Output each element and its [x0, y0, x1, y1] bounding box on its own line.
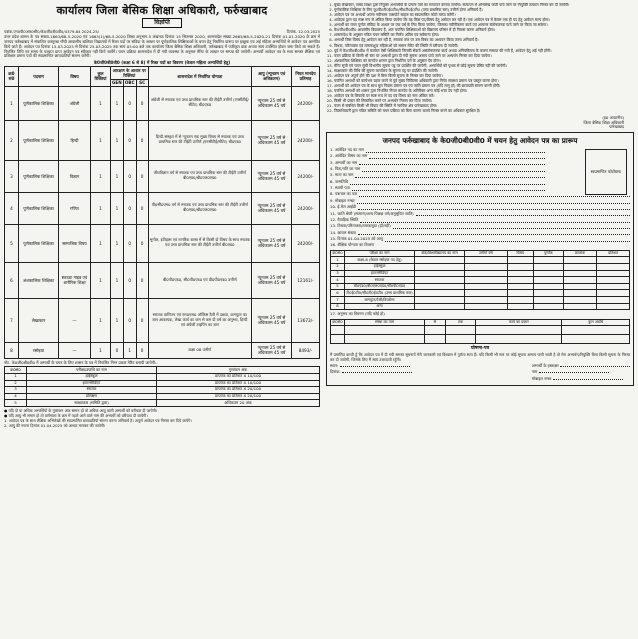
cell-post: पूर्णकालिक शिक्षिका	[19, 86, 59, 120]
photo-label: स्वप्रमाणित फोटोग्राफ	[590, 168, 622, 174]
education-table	[330, 250, 630, 311]
cell-qualification: अंग्रेजी से स्नातक एवं उच्च प्राथमिक स्तर की टीईटी उत्तीर्ण (एनसीटीई/सीटेट) बी0एड0	[148, 86, 251, 120]
cell-obc: 0	[123, 160, 136, 192]
cell-sno: 7	[5, 298, 19, 342]
merit-caption: नोट- के0जी0बी0वी0 में अभ्यर्थी के चयन के लिए शासन के पत्र में निर्धारित निम्न प्रकार मेरिट बनायी जायेगी:-	[4, 359, 158, 365]
rule-item: 12. अंशकालिक शिक्षिका का मानदेय शासन द्वारा निर्धारित दरों के अनुसार देय होगा।	[334, 59, 634, 64]
form-field[interactable]: 5. माता का नाम	[330, 173, 545, 178]
cell-obc: 0	[123, 192, 136, 224]
col-obc: OBC	[124, 80, 135, 86]
form-field[interactable]: 9. मोबाइल नम्बर	[330, 199, 630, 204]
cell-total: 1	[91, 262, 111, 298]
exp-col-nature: कार्य का प्रकार	[476, 319, 562, 326]
cell-subject: —	[59, 298, 91, 342]
merit-col-sno: क्र0सं0	[5, 367, 27, 374]
cell-sc: 0	[136, 262, 148, 298]
rule-item: 4. आवेदक द्वारा यह स्पष्ट रूप से अंकित किया जायेगा कि वह किस पद/विषय हेतु आवेदन कर रही है। एक आवेदन पत्र में केवल एक ही पद हेतु आवेदन मान्य होगा।	[334, 18, 634, 23]
place-date-block	[330, 364, 412, 383]
rule-item: 6. के0जी0बी0वी0 आवासीय विद्यालय हैं, अतः चयनित शिक्षिकाओं को विद्यालय परिसर में ही निवास करना अनिवार्य होगा।	[334, 28, 634, 33]
merit-cell-weight: प्राप्तांक का प्रतिशत X 10/100	[157, 373, 320, 380]
cell-age: न्यूनतम 25 वर्ष से अधिकतम 45 वर्ष	[252, 262, 292, 298]
merit-cell-exam: स्नातक	[27, 387, 157, 394]
cell-post: पूर्णकालिक शिक्षिका	[19, 160, 59, 192]
cell-obc: 0	[123, 86, 136, 120]
rule-item: 7. शासनादेश के अनुसार गठित चयन समिति का निर्णय अंतिम एवं सर्वमान्य होगा।	[334, 33, 634, 38]
cell-post: रसोइया	[19, 342, 59, 358]
cell-total: 1	[91, 342, 111, 358]
note-item: 1. आवेदन पत्र के साथ शैक्षिक अभिलेखों की स्वप्रमाणित छायाप्रतियाँ संलग्न करना अनिवार्य है। अपूर्ण आवेदन पत्र निरस्त कर दिये जायेंगे।	[4, 418, 192, 424]
cell-gen: 1	[111, 120, 124, 160]
cell-total: 1	[91, 120, 111, 160]
rule-item: 3. आवेदन पत्र पर अभ्यर्थी अपना नवीनतम पासपोर्ट साइज का स्वप्रमाणित फोटो चस्पा करेंगी।	[334, 13, 634, 18]
form-field[interactable]: 12. वैवाहिक स्थिति	[330, 218, 630, 223]
edu-col-board: बोर्ड/विश्वविद्यालय का नाम	[415, 250, 465, 257]
merit-row	[5, 400, 320, 407]
place-field[interactable]: स्थान:	[330, 364, 412, 369]
note-item: ● यदि दो या अधिक अभ्यर्थियों के गुणांकन अंक समान हों तो अधिक आयु वाली अभ्यर्थी को वरीयता दी जायेगी।	[4, 407, 158, 413]
cell-age: न्यूनतम 25 वर्ष से अधिकतम 45 वर्ष	[252, 120, 292, 160]
education-row: 5 बी0एड0/बी0एल0एड0/बी0पी0एड0	[331, 283, 630, 290]
intro-paragraph: उत्तर प्रदेश शासन के पत्र संख्या-1663/68-5-2020 एवं 1663(1)/68-5-2020 शिक्षा अनुभाग-5 लखनऊ दिनांक 15 सितम्बर 2020, शासनादेश संख्या-2665/68-5-2020-21 दिनांक 01.01.2020 के क्रम में जनपद फर्रुखाबाद में संचालित कस्तूरबा गाँधी आवासीय बालिका विद्यालयों में रिक्त पदों पर संविदा के आधार पर पूर्णकालिक शिक्षिकाओं के चयन हेतु निर्धारित प्रारूप पर इच्छुक एवं अर्ह महिला अभ्यर्थियों से आवेदन पत्र आमंत्रित किये जाते हैं। आवेदन पत्र दिनांक 15.03.2025 से दिनांक 25.03.2025 तक सायं 05:00 बजे तक कार्यालय जिला बेसिक शिक्षा अधिकारी, फर्रुखाबाद में पंजीकृत डाक अथवा स्वयं उपस्थित होकर जमा किये जा सकते हैं। निर्धारित तिथि एवं समय के पश्चात प्राप्त आवेदन पत्र स्वीकार नहीं किये जायेंगे। चयन प्रक्रिया शासनादेश में दी गयी व्यवस्था के अनुसार मेरिट के आधार पर सम्पन्न की जायेगी। अभ्यर्थी आवेदन पत्र के साथ समस्त शैक्षिक एवं प्रशिक्षण प्रमाण पत्रों की स्वप्रमाणित छायाप्रतियाँ संलग्न करेंगी।	[4, 34, 320, 59]
cell-honorarium: 13673/-	[292, 298, 320, 342]
office-title: कार्यालय जिला बेसिक शिक्षा अधिकारी, फर्रुखाबाद	[56, 4, 268, 17]
cell-honorarium: 24200/-	[292, 86, 320, 120]
cell-qualification: हिन्दी-संस्कृत में से न्यूनतम एक मुख्य विषय से स्नातक एवं उच्च प्राथमिक स्तर की टीईटी उत्तीर्ण (एनसीटीई/सीटेट) बी0एड0	[148, 120, 251, 160]
exp-col-from: से	[425, 319, 446, 326]
cell-sno: 6	[5, 262, 19, 298]
merit-cell-exam: हाईस्कूल	[27, 373, 157, 380]
cell-gen: 1	[111, 160, 124, 192]
col-honorarium: नियत मानदेय प्रतिमाह	[292, 67, 320, 86]
cell-qualification: कक्षा 08 उत्तीर्ण	[148, 342, 251, 358]
form-field[interactable]: 6. जन्मतिथि	[330, 180, 545, 185]
vacancy-row	[5, 224, 320, 262]
edu-col-total: पूर्णांक	[533, 250, 563, 257]
notice-column	[4, 3, 320, 636]
cell-sc: 0	[136, 160, 148, 192]
cell-sno: 2	[5, 120, 19, 160]
cell-subject: हिन्दी	[59, 120, 91, 160]
cell-qualification: जीवविज्ञान वर्ग से स्नातक एवं उच्च प्राथमिक स्तर की टीईटी उत्तीर्ण बी0एड0/बी0एल0एड0	[148, 160, 251, 192]
officer-designation: जिला बेसिक शिक्षा अधिकारी	[583, 119, 624, 125]
education-row: 8 अन्य	[331, 303, 630, 310]
merit-cell-weight: अधिकतम 20 अंक	[157, 400, 320, 407]
cell-sno: 3	[5, 160, 19, 192]
education-row: 1 कक्षा-8 (केवल रसोइया पद हेतु)	[331, 257, 630, 264]
declaration-title: घोषणा-पत्र	[470, 346, 490, 352]
rule-item: 2. पूर्णकालिक शिक्षिका के लिए यू0पी0टी0ई0टी0/सी0टी0ई0टी0 (उच्च प्राथमिक स्तर) उत्तीर्ण होना अनिवार्य है।	[334, 8, 634, 13]
date-field[interactable]: दिनांक:	[330, 370, 412, 375]
cell-qualification: भूगोल, इतिहास एवं नागरिक शास्त्र में से किसी दो विषय के साथ स्नातक एवं उच्च प्राथमिक स्तर की टीईटी उत्तीर्ण बी0एड0	[148, 224, 251, 262]
cell-sc: 0	[136, 120, 148, 160]
cell-sno: 1	[5, 86, 19, 120]
col-qualification: शासनादेश में निर्धारित योग्यता	[148, 67, 251, 86]
officer-signature-block	[326, 116, 624, 130]
cell-gen: 1	[111, 86, 124, 120]
vacancy-row	[5, 86, 320, 120]
experience-row	[331, 335, 630, 344]
rule-item: 5. अभ्यर्थी का चयन पूर्णतः संविदा के आधार पर एक वर्ष के लिए किया जायेगा, जिसका नवीनीकरण कार्य एवं आचरण संतोषजनक पाये जाने पर किया जा सकेगा।	[334, 23, 634, 28]
vacancy-row	[5, 262, 320, 298]
cell-post: पूर्णकालिक शिक्षिका	[19, 120, 59, 160]
candidate-signature-field[interactable]: अभ्यर्थी के हस्ताक्षर	[532, 364, 630, 369]
experience-table	[330, 319, 630, 345]
application-form	[326, 132, 634, 386]
cell-honorarium: 24200/-	[292, 224, 320, 262]
edu-col-sno: क्र0सं0	[332, 250, 343, 256]
form-field[interactable]: 14. आधार संख्या	[330, 231, 630, 236]
col-sc: SC	[136, 79, 148, 86]
col-total: कुल रिक्तियां	[91, 67, 111, 86]
form-title: जनपद फर्रुखाबाद के के0जी0बी0वी0 में चयन हेतु आवेदन पत्र का प्रारूप	[382, 136, 578, 146]
cell-gen: 1	[111, 298, 124, 342]
notes-block	[4, 409, 320, 429]
edu-col-obtained: प्राप्तांक	[563, 250, 597, 257]
edu-col-percent: प्रतिशत	[597, 250, 630, 257]
notice-label: विज्ञप्ति	[142, 18, 182, 27]
rules-and-form-column	[326, 3, 634, 636]
exp-col-to: तक	[445, 319, 475, 326]
merit-cell-sno: 2	[5, 380, 27, 387]
merit-cell-weight: प्राप्तांक का प्रतिशत X 20/100	[157, 387, 320, 394]
cell-subject: स्काउट गाइड एवं शारीरिक शिक्षा	[59, 262, 91, 298]
education-row: 6 टी0ई0टी0/सी0टी0ई0टी0 (उच्च प्राथमिक स्तर)	[331, 290, 630, 297]
rule-item: 19. आवेदन पत्र के लिफाफे पर स्पष्ट रूप से पद एवं विषय का नाम अंकित करें।	[334, 94, 634, 99]
col-reservation: आरक्षण के आधार पर रिक्तियां	[111, 67, 149, 79]
exp-col-institution: संस्था का नाम	[345, 319, 425, 326]
cell-qualification: स्नातक वाणिज्य एवं एम0एस0 ऑफिस टैली में दक्षता, कम्प्यूटर का ज्ञान आवश्यक, लेखा कार्य का कम से कम दो वर्ष का अनुभव, हिन्दी एवं अंग्रेजी टाइपिंग का ज्ञान	[148, 298, 251, 342]
form-field[interactable]: 15. दिनांक 01.04.2025 को आयु	[330, 237, 630, 242]
cell-sno: 4	[5, 192, 19, 224]
cell-age: न्यूनतम 25 वर्ष से अधिकतम 45 वर्ष	[252, 160, 292, 192]
cell-obc: 0	[123, 224, 136, 262]
form-field[interactable]: 11. जाति श्रेणी (सामान्य/अन्य पिछड़ा वर्ग/अनुसूचित जाति)	[330, 212, 630, 217]
merit-cell-exam: प्रशिक्षण	[27, 393, 157, 400]
education-row: 3 इण्टरमीडिएट	[331, 270, 630, 277]
merit-cell-sno: 4	[5, 393, 27, 400]
cell-total: 1	[91, 86, 111, 120]
form-field[interactable]: 3. अभ्यर्थी का नाम	[330, 161, 545, 166]
cell-honorarium: 24200/-	[292, 120, 320, 160]
col-sno: क्र0 सं0	[5, 67, 19, 86]
merit-cell-weight: प्राप्तांक का प्रतिशत X 20/100	[157, 393, 320, 400]
education-header-row	[331, 250, 630, 257]
rule-item: 21. चयन से संबंधित किसी भी विवाद की स्थिति में न्यायिक क्षेत्र फर्रुखाबाद होगा।	[334, 104, 634, 109]
cell-post: अंशकालिक शिक्षिका	[19, 262, 59, 298]
vacancy-row	[5, 160, 320, 192]
experience-row	[331, 326, 630, 335]
note-item: 2. आयु की गणना दिनांक 01.04.2025 को आधार मानकर की जायेगी।	[4, 423, 106, 429]
cell-subject: —	[59, 342, 91, 358]
declaration-text: मैं प्रमाणित करती हूँ कि आवेदन पत्र में दी गयी समस्त सूचनायें मेरी जानकारी एवं विश्वास में पूर्णतः सत्य हैं। यदि किसी भी स्तर पर कोई सूचना असत्य पायी जाती है तो मेरा अभ्यर्थन/नियुक्ति बिना किसी सूचना के निरस्त कर दी जायेगी, जिसके लिए मैं स्वयं उत्तरदायी रहूँगी।	[330, 351, 630, 362]
form-field[interactable]: 8. पत्राचार का पता	[330, 192, 630, 197]
education-row: 4 स्नातक	[331, 277, 630, 284]
cell-obc: 0	[123, 120, 136, 160]
cell-age: न्यूनतम 25 वर्ष से अधिकतम 45 वर्ष	[252, 86, 292, 120]
cell-sc: 0	[136, 86, 148, 120]
cell-total: 1	[91, 192, 111, 224]
cell-total: 1	[91, 298, 111, 342]
vacancy-row	[5, 192, 320, 224]
notice-date: दिनांक- 12.03.2025	[286, 28, 320, 34]
merit-table	[4, 366, 320, 406]
cell-gen: 1	[111, 224, 124, 262]
rule-item: 17. अभ्यर्थी को आवेदन पत्र के साथ मूल निवास प्रमाण पत्र एवं जाति प्रमाण पत्र (यदि लागू हो) की छायाप्रति संलग्न करनी होगी।	[334, 84, 634, 89]
cell-sno: 8	[5, 342, 19, 358]
cell-age: न्यूनतम 25 वर्ष से अधिकतम 45 वर्ष	[252, 342, 292, 358]
education-row: 7 कम्प्यूटर/टैली/डिप्लोमा	[331, 297, 630, 304]
merit-cell-exam: इण्टरमीडिएट	[27, 380, 157, 387]
cell-obc: 0	[123, 298, 136, 342]
form-field[interactable]: 10. ई-मेल आईडी	[330, 205, 630, 210]
merit-cell-weight: प्राप्तांक का प्रतिशत X 10/100	[157, 380, 320, 387]
cell-sno: 5	[5, 224, 19, 262]
form-field[interactable]: 2. आवेदित विषय का नाम	[330, 154, 545, 159]
cell-obc: 0	[123, 262, 136, 298]
merit-cell-sno: 1	[5, 373, 27, 380]
experience-label: 17. अनुभव का विवरण (यदि कोई हो)	[330, 311, 385, 317]
cell-subject: गणित	[59, 192, 91, 224]
cell-honorarium: 24200/-	[292, 160, 320, 192]
col-subject: विषय	[59, 67, 91, 86]
cell-gen: 1	[111, 192, 124, 224]
merit-col-exam: परीक्षा/उपाधि का नाम	[27, 367, 157, 374]
cell-obc: 1	[123, 342, 136, 358]
form-field: 16. शैक्षिक योग्यता का विवरण	[330, 242, 375, 248]
cell-honorarium: 24200/-	[292, 192, 320, 224]
cell-age: न्यूनतम 25 वर्ष से अधिकतम 45 वर्ष	[252, 298, 292, 342]
edu-col-year: उत्तीर्ण वर्ष	[465, 250, 508, 257]
experience-header-row	[331, 319, 630, 326]
rule-item: 20. किसी भी प्रकार की सिफारिश करने पर अभ्यर्थन निरस्त कर दिया जायेगा।	[334, 99, 634, 104]
candidate-name-field[interactable]: नाम	[532, 370, 630, 375]
rule-item: 1. मुख्य लेखाकार, समग्र शिक्षा द्वारा नियुक्त अभ्यर्थियों के प्रमाण पत्रों का सत्यापन कराया जायेगा। सत्यापन में अभिलेख फर्जी पाये जाने पर नियुक्ति तत्काल निरस्त कर दी जायेगी।	[334, 3, 634, 8]
vacancy-row	[5, 342, 320, 358]
photo-box	[585, 149, 627, 195]
form-field[interactable]: 4. पिता/पति का नाम	[330, 167, 545, 172]
cell-age: न्यूनतम 25 वर्ष से अधिकतम 45 वर्ष	[252, 192, 292, 224]
form-field[interactable]: 1. आवेदित पद का नाम	[330, 148, 545, 153]
reference-number: पत्रांक-एन0पी0आर0सी0/के0जी0बी0वी0/4379-84 2024-25/	[4, 28, 99, 34]
signature-row	[330, 364, 630, 383]
vacancy-header-row	[5, 67, 320, 79]
edu-col-exam: परीक्षा का नाम	[345, 250, 415, 257]
merit-cell-sno: 3	[5, 387, 27, 394]
cell-subject: अंग्रेजी	[59, 86, 91, 120]
exp-col-total: कुल अवधि	[562, 319, 630, 326]
merit-cell-exam: साक्षात्कार (समिति द्वारा)	[27, 400, 157, 407]
rule-item: 11. चयन प्रक्रिया के किसी भी स्तर पर अभ्यर्थी द्वारा दी गयी सूचना असत्य पाये जाने पर अभ्यर्थन निरस्त कर दिया जायेगा।	[334, 54, 634, 59]
cell-qualification: बी0पी0एड0, सी0पी0एड0 एवं डी0पी0एड0 उत्तीर्ण	[148, 262, 251, 298]
cell-post: पूर्णकालिक शिक्षिका	[19, 192, 59, 224]
exp-col-sno: क्र0सं0	[332, 319, 343, 325]
rule-item: 15. आवेदन पत्र अपूर्ण होने की दशा में बिना किसी सूचना के निरस्त कर दिया जायेगा।	[334, 74, 634, 79]
col-post: पदनाम	[19, 67, 59, 86]
cell-sc: 0	[136, 224, 148, 262]
cell-subject: सामाजिक विषय	[59, 224, 91, 262]
cell-post: लेखाकार	[19, 298, 59, 342]
candidate-mobile-field[interactable]: मोबाइल नम्बर	[532, 377, 630, 382]
cell-honorarium: 12161/-	[292, 262, 320, 298]
rule-item: 13. मेरिट सूची एवं चयन सूची विभागीय सूचना पट्ट पर प्रदर्शित की जायेगी, अभ्यर्थियों को पृथक से कोई सूचना प्रेषित नहीं की जायेगी।	[334, 64, 634, 69]
education-row: 2 हाईस्कूल	[331, 263, 630, 270]
rule-item: 9. विधवा, परित्यक्ता एवं तलाकशुदा महिलाओं को समान मेरिट की स्थिति में वरीयता दी जायेगी।	[334, 44, 634, 49]
form-field[interactable]: 7. स्थायी पता	[330, 186, 545, 191]
cell-honorarium: 8493/-	[292, 342, 320, 358]
rule-item: 16. चयनित अभ्यर्थी को कार्यभार ग्रहण करने से पूर्व मुख्य चिकित्सा अधिकारी द्वारा निर्गत स्वास्थ्य प्रमाण पत्र प्रस्तुत करना होगा।	[334, 79, 634, 84]
officer-place: फर्रुखाबाद	[609, 124, 624, 130]
col-gen: GEN	[112, 80, 122, 86]
cell-sc: 0	[136, 192, 148, 224]
candidate-sign-block	[532, 364, 630, 383]
cell-qualification: पी0सी0एम0 वर्ग से स्नातक एवं उच्च प्राथमिक स्तर की टीईटी उत्तीर्ण बी0एड0/बी0एल0एड0	[148, 192, 251, 224]
rule-item: 10. पूर्व में के0जी0बी0वी0 में कार्यरत ऐसी शिक्षिकायें जिनकी सेवायें असंतोषजनक कार्य अथवा अनियमितता के कारण समाप्त की गयी हैं, आवेदन हेतु अर्ह नहीं होंगी।	[334, 49, 634, 54]
cell-sc: 0	[136, 342, 148, 358]
edu-col-subject: विषय	[507, 250, 533, 257]
cell-gen: 1	[111, 262, 124, 298]
merit-cell-sno: 5	[5, 400, 27, 407]
note-item: ● यदि आयु भी समान हो तो वर्णमाला के क्रम में पहले आने वाले नाम की अभ्यर्थी को वरीयता दी जायेगी।	[4, 412, 148, 418]
cell-total: 1	[91, 160, 111, 192]
rule-item: 22. जिलाधिकारी द्वारा गठित समिति को चयन प्रक्रिया को बिना कारण बताये निरस्त करने का अधिकार सुरक्षित है।	[334, 109, 634, 114]
rule-item: 18. चयनित अभ्यर्थी को शासन द्वारा निर्धारित नियत मानदेय के अतिरिक्त अन्य कोई भत्ता देय नहीं होगा।	[334, 89, 634, 94]
cell-gen: 0	[111, 342, 124, 358]
merit-col-weight: गुणांकन अंक	[157, 367, 320, 374]
cell-total: 1	[91, 224, 111, 262]
rule-item: 8. अभ्यर्थी जिस विषय हेतु आवेदन कर रही है, स्नातक स्तर पर उस विषय का अध्ययन किया जाना अनिवार्य है।	[334, 38, 634, 43]
vacancy-caption: के0जी0बी0वी0 (कक्षा 6 से 8) में रिक्त पदों का विवरण (केवल महिला अभ्यर्थियों हेतु)	[93, 60, 231, 66]
cell-post: पूर्णकालिक शिक्षिका	[19, 224, 59, 262]
rule-item: 14. साक्षात्कार की तिथि की सूचना कार्यालय के सूचना पट्ट पर प्रदर्शित की जायेगी।	[334, 69, 634, 74]
form-field[interactable]: 13. विधवा/परित्यक्ता/तलाकशुदा (हाँ/नहीं)	[330, 224, 630, 229]
cell-sc: 0	[136, 298, 148, 342]
vacancy-row	[5, 298, 320, 342]
cell-subject: विज्ञान	[59, 160, 91, 192]
signature-note: (ह0 अपठनीय)	[602, 114, 624, 120]
vacancy-row	[5, 120, 320, 160]
cell-age: न्यूनतम 25 वर्ष से अधिकतम 45 वर्ष	[252, 224, 292, 262]
vacancy-table	[4, 66, 320, 358]
rules-list	[326, 3, 634, 114]
col-age: आयु (न्यूनतम एवं अधिकतम)	[252, 67, 292, 86]
